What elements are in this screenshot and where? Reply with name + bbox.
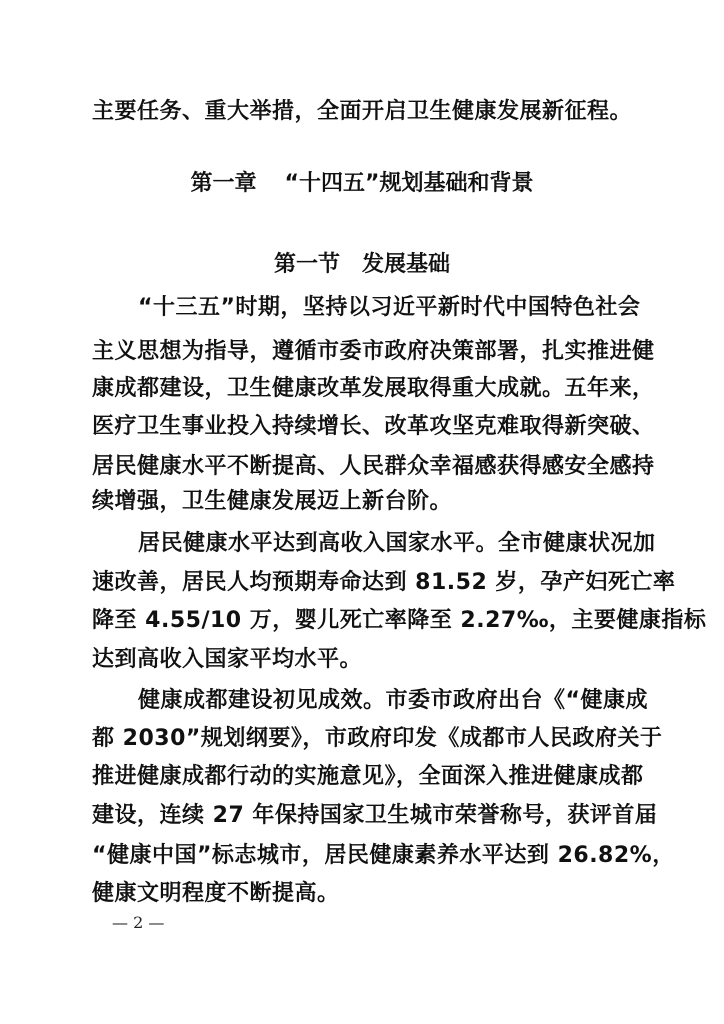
chapter-title: “十四五”规划基础和背景 [284, 171, 534, 196]
paragraph-line: 健康文明程度不断提高。 [92, 881, 340, 906]
paragraph-line: “十三五”时期，坚持以习近平新时代中国特色社会 [138, 295, 641, 320]
paragraph-line: 医疗卫生事业投入持续增长、改革攻坚克难取得新突破、 [92, 414, 655, 439]
paragraph-line: 居民健康水平达到高收入国家水平。全市健康状况加 [138, 531, 656, 556]
paragraph-line: 建设，连续 27 年保持国家卫生城市荣誉称号，获评首届 [92, 803, 658, 828]
paragraph-line: 达到高收入国家平均水平。 [92, 647, 363, 672]
paragraph-line: 都 2030”规划纲要》，市政府印发《成都市人民政府关于 [92, 726, 663, 751]
section-heading [0, 252, 724, 278]
paragraph-line: 推进健康成都行动的实施意见》，全面深入推进健康成都 [92, 764, 644, 789]
paragraph-line: 健康成都建设初见成效。市委市政府出台《“健康成 [138, 688, 648, 713]
intro-line: 主要任务、重大举措，全面开启卫生健康发展新征程。 [92, 99, 633, 124]
paragraph-line: 速改善，居民人均预期寿命达到 81.52 岁，孕产妇死亡率 [92, 570, 676, 595]
paragraph-line: 降至 4.55/10 万，婴儿死亡率降至 2.27‰，主要健康指标 [92, 608, 707, 633]
section-title: 发展基础 [362, 252, 451, 277]
chapter-heading [0, 171, 724, 197]
paragraph-line: 续增强，卫生健康发展迈上新台阶。 [92, 489, 453, 514]
chapter-number: 第一章 [190, 171, 257, 196]
paragraph-line: “健康中国”标志城市，居民健康素养水平达到 26.82%， [92, 843, 675, 868]
paragraph-line: 主义思想为指导，遵循市委市政府决策部署，扎实推进健 [92, 339, 655, 364]
paragraph-line: 居民健康水平不断提高、人民群众幸福感获得感安全感持 [92, 454, 655, 479]
paragraph-line: 康成都建设，卫生健康改革发展取得重大成就。五年来， [92, 376, 655, 401]
section-number: 第一节 [273, 252, 340, 277]
page-number: — 2 — [112, 913, 165, 932]
